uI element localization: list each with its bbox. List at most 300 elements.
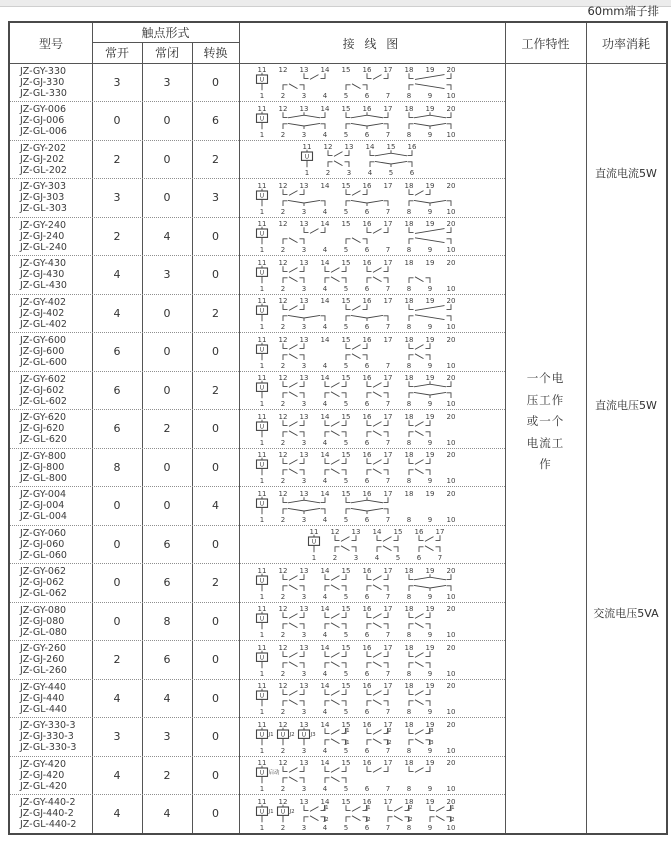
changeover-count: 0 [212, 422, 219, 436]
terminal-number-top: 15 [341, 566, 351, 575]
terminal-number-bottom: 2 [280, 438, 286, 447]
terminal-number-top: 18 [404, 219, 414, 228]
normally-open-count: 4 [113, 268, 121, 282]
coil-type-letter: U [259, 461, 265, 469]
coil-type-letter: U [259, 268, 265, 276]
terminal-number-bottom: 5 [343, 322, 349, 331]
top-contact [367, 689, 388, 695]
terminal-number-bottom: 4 [322, 746, 328, 755]
model-name: JZ-GJ-420 [20, 769, 65, 781]
coil-type-letter: U [259, 422, 265, 430]
normally-open-count: 2 [113, 152, 121, 166]
terminal-number-bottom: 3 [301, 245, 307, 254]
bottom-contact [283, 469, 304, 475]
terminal-number-top: 14 [320, 65, 330, 74]
terminal-number-bottom: 4 [322, 630, 328, 639]
bottom-changeover-contact [283, 200, 325, 206]
terminal-number-top: 11 [302, 142, 312, 151]
model-name: JZ-GL-602 [20, 395, 67, 407]
model-name: JZ-GL-800 [20, 472, 67, 484]
terminal-number-top: 18 [404, 450, 414, 459]
terminal-number-top: 20 [446, 681, 456, 690]
terminal-number-top: 15 [341, 219, 351, 228]
terminal-number-top: 14 [320, 296, 330, 305]
wiring-diagram [239, 179, 505, 218]
coil-symbol [257, 381, 268, 398]
terminal-number-bottom: 1 [259, 438, 265, 447]
terminal-number-bottom: 6 [409, 168, 415, 177]
model-name: JZ-GJ-330 [20, 76, 65, 88]
header-working-characteristic: 工作特性 [521, 36, 570, 51]
top-contact [328, 150, 349, 156]
bottom-changeover-contact [283, 508, 325, 514]
normally-closed-count: 6 [163, 653, 171, 667]
terminal-number-bottom: 6 [364, 707, 370, 716]
terminal-number-bottom: 4 [322, 476, 328, 485]
terminal-number-top: 15 [341, 489, 351, 498]
model-cell [10, 102, 92, 141]
terminal-number-bottom: 1 [259, 399, 265, 408]
terminal-number-top: 13 [299, 643, 309, 652]
terminal-number-top: 19 [425, 219, 435, 228]
terminal-number-top: 12 [278, 720, 288, 729]
terminal-number-top: 14 [320, 335, 330, 344]
coil-symbol [257, 304, 268, 321]
terminal-number-bottom: 9 [427, 322, 433, 331]
terminal-number-top: 17 [383, 720, 393, 729]
terminal-number-top: 19 [425, 758, 435, 767]
changeover-count: 3 [212, 191, 219, 205]
terminal-number-top: 12 [278, 797, 288, 806]
terminal-number-bottom: 4 [322, 399, 328, 408]
terminal-number-top: 19 [425, 65, 435, 74]
terminal-number-top: 17 [383, 296, 393, 305]
coil-type-letter: U [259, 384, 265, 392]
terminal-number-top: 13 [299, 450, 309, 459]
coil-symbol [257, 111, 268, 128]
terminal-number-top: 20 [446, 643, 456, 652]
model-name: JZ-GY-440 [20, 681, 67, 693]
terminal-number-bottom: 10 [446, 245, 456, 254]
terminal-number-bottom: 6 [364, 784, 370, 793]
terminal-number-bottom: 5 [343, 438, 349, 447]
top-contact [283, 381, 304, 387]
terminal-number-top: 12 [278, 566, 288, 575]
terminal-number-bottom: 3 [301, 746, 307, 755]
normally-closed-count: 4 [163, 229, 171, 243]
bottom-changeover-contact [409, 123, 451, 129]
wiring-diagram [239, 294, 505, 333]
bottom-contact [367, 392, 388, 398]
terminal-number-top: 17 [383, 104, 393, 113]
terminal-number-bottom: 10 [446, 207, 456, 216]
terminal-number-bottom: 7 [385, 784, 391, 793]
terminal-number-bottom: 3 [301, 438, 307, 447]
terminal-number-top: 19 [425, 604, 435, 613]
terminal-number-bottom: 4 [322, 592, 328, 601]
top-changeover-contact [283, 497, 325, 503]
model-name: JZ-GY-440-2 [20, 797, 76, 809]
terminal-number-bottom: 6 [364, 130, 370, 139]
terminal-number-bottom: 2 [280, 284, 286, 293]
coil-label: J2 [289, 808, 295, 815]
terminal-number-bottom: 5 [343, 707, 349, 716]
model-cell [10, 179, 92, 218]
terminal-number-top: 15 [341, 720, 351, 729]
coil-symbol [257, 419, 268, 436]
terminal-number-bottom: 3 [301, 669, 307, 678]
terminal-number-top: 11 [309, 527, 319, 536]
terminal-number-top: 14 [320, 450, 330, 459]
top-changeover-contact [283, 112, 325, 118]
terminal-number-top: 17 [383, 181, 393, 190]
terminal-number-top: 17 [383, 65, 393, 74]
terminal-number-bottom: 6 [364, 630, 370, 639]
terminal-number-bottom: 7 [385, 476, 391, 485]
terminal-number-bottom: 9 [427, 515, 433, 524]
terminal-number-bottom: 1 [259, 476, 265, 485]
bottom-contact [325, 469, 346, 475]
model-cell [10, 564, 92, 603]
terminal-number-bottom: 5 [343, 515, 349, 524]
terminal-number-top: 17 [383, 258, 393, 267]
terminal-number-top: 17 [383, 604, 393, 613]
terminal-number-bottom: 1 [259, 592, 265, 601]
terminal-number-bottom: 9 [427, 784, 433, 793]
model-cell [10, 256, 92, 295]
terminal-number-top: 15 [386, 142, 396, 151]
wiring-diagram [239, 795, 505, 834]
bottom-changeover-contact [370, 161, 412, 167]
header-normally-open: 常开 [104, 46, 129, 60]
wiring-diagram [239, 641, 505, 680]
terminal-number-bottom: 3 [301, 361, 307, 370]
terminal-number-bottom: 5 [343, 91, 349, 100]
terminal-number-bottom: 5 [343, 746, 349, 755]
terminal-number-top: 12 [278, 758, 288, 767]
top-contact [304, 805, 329, 811]
bottom-contact [409, 469, 430, 475]
coil-type-letter: U [259, 730, 265, 738]
terminal-number-top: 13 [299, 258, 309, 267]
terminal-number-bottom: 4 [367, 168, 373, 177]
coil-symbol [257, 689, 268, 706]
top-changeover-contact [346, 497, 388, 503]
terminal-number-top: 15 [341, 296, 351, 305]
top-changeover-contact [409, 112, 451, 118]
terminal-number-bottom: 1 [259, 746, 265, 755]
terminal-number-top: 20 [446, 258, 456, 267]
terminal-number-top: 20 [446, 181, 456, 190]
bottom-contact [283, 276, 304, 282]
terminal-number-top: 14 [320, 219, 330, 228]
terminal-number-top: 14 [320, 412, 330, 421]
model-name: JZ-GY-420 [20, 758, 67, 770]
terminal-number-top: 18 [404, 104, 414, 113]
normally-closed-count: 8 [163, 614, 171, 628]
changeover-count: 2 [212, 152, 219, 166]
model-name: JZ-GY-202 [20, 142, 67, 154]
normally-closed-count: 0 [163, 499, 171, 513]
terminal-number-bottom: 2 [280, 322, 286, 331]
terminal-number-top: 17 [435, 527, 445, 536]
top-contact [367, 73, 388, 79]
model-name: JZ-GY-080 [20, 604, 67, 616]
terminal-number-bottom: 6 [364, 322, 370, 331]
terminal-number-bottom: 6 [364, 476, 370, 485]
terminal-number-top: 19 [425, 335, 435, 344]
working-characteristic-line: 或一个 [526, 414, 565, 428]
terminal-number-bottom: 3 [301, 399, 307, 408]
terminal-number-top: 20 [446, 797, 456, 806]
top-contact [409, 227, 451, 233]
terminal-number-bottom: 6 [416, 553, 422, 562]
top-contact [283, 612, 304, 618]
normally-open-count: 0 [113, 576, 121, 590]
terminal-number-top: 11 [257, 604, 267, 613]
terminal-number-top: 16 [362, 296, 372, 305]
terminal-number-bottom: 3 [301, 630, 307, 639]
working-characteristic-cell [505, 23, 586, 833]
top-contact [367, 612, 388, 618]
top-contact [367, 266, 388, 272]
terminal-number-bottom: 6 [364, 91, 370, 100]
top-contact [283, 574, 304, 580]
terminal-number-bottom: 4 [322, 245, 328, 254]
terminal-number-top: 13 [299, 720, 309, 729]
terminal-number-bottom: 3 [301, 476, 307, 485]
coil-label: J1 [268, 808, 274, 815]
top-contact [409, 304, 451, 310]
model-name: JZ-GL-330 [20, 87, 67, 99]
normally-open-count: 0 [113, 499, 121, 513]
top-contact [283, 189, 304, 195]
model-name: JZ-GL-420 [20, 780, 67, 792]
terminal-number-top: 11 [257, 104, 267, 113]
normally-open-count: 6 [113, 345, 121, 359]
terminal-number-top: 13 [299, 104, 309, 113]
coil-symbol [257, 727, 274, 744]
coil-type-letter: U [259, 769, 265, 777]
bottom-contact [419, 546, 440, 552]
model-name: JZ-GJ-202 [20, 153, 65, 165]
terminal-number-top: 17 [383, 797, 393, 806]
bottom-contact [283, 584, 304, 590]
top-contact [325, 651, 346, 657]
terminal-number-bottom: 6 [364, 399, 370, 408]
terminal-number-bottom: 10 [446, 361, 456, 370]
terminal-number-bottom: 5 [343, 784, 349, 793]
terminal-number-bottom: 5 [343, 476, 349, 485]
coil-symbol [257, 612, 268, 629]
normally-open-count: 3 [113, 191, 121, 205]
terminal-number-bottom: 8 [406, 669, 412, 678]
terminal-number-top: 18 [404, 65, 414, 74]
normally-closed-count: 3 [163, 75, 171, 89]
model-name: JZ-GL-402 [20, 318, 67, 330]
terminal-number-top: 20 [446, 296, 456, 305]
terminal-number-top: 15 [341, 450, 351, 459]
terminal-number-top: 20 [446, 65, 456, 74]
bottom-changeover-contact [346, 200, 388, 206]
terminal-number-top: 19 [425, 412, 435, 421]
top-contact [325, 728, 350, 734]
coil-type-letter: U [259, 807, 265, 815]
terminal-number-bottom: 4 [374, 553, 380, 562]
terminal-number-top: 11 [257, 489, 267, 498]
normally-closed-count: 0 [163, 383, 171, 397]
contact-coil-label: J1 [365, 804, 371, 811]
model-name: JZ-GJ-440 [20, 692, 65, 704]
bottom-changeover-contact [346, 123, 388, 129]
terminal-number-bottom: 1 [259, 361, 265, 370]
bottom-contact [367, 584, 388, 590]
terminal-number-bottom: 8 [406, 399, 412, 408]
contact-coil-label: J3 [428, 739, 434, 746]
bottom-contact [367, 623, 388, 629]
normally-closed-count: 0 [163, 191, 171, 205]
terminal-number-bottom: 4 [322, 284, 328, 293]
terminal-number-bottom: 7 [385, 361, 391, 370]
model-name: JZ-GL-260 [20, 665, 67, 677]
bottom-contact [409, 700, 430, 706]
terminal-number-top: 20 [446, 450, 456, 459]
changeover-count: 6 [212, 114, 219, 128]
model-name: JZ-GL-620 [20, 434, 67, 446]
coil-type-letter: U [301, 730, 307, 738]
model-name: JZ-GY-800 [20, 450, 67, 462]
terminal-number-top: 20 [446, 489, 456, 498]
coil-label: 启动 [268, 770, 280, 777]
model-name: JZ-GY-330-3 [20, 720, 76, 732]
terminal-number-top: 16 [362, 643, 372, 652]
terminal-number-bottom: 9 [427, 823, 433, 832]
changeover-count: 2 [212, 306, 219, 320]
terminal-number-bottom: 2 [280, 707, 286, 716]
terminal-number-bottom: 2 [280, 515, 286, 524]
terminal-number-bottom: 2 [325, 168, 331, 177]
model-name: JZ-GL-600 [20, 357, 67, 369]
terminal-number-bottom: 4 [322, 784, 328, 793]
terminal-number-bottom: 7 [385, 91, 391, 100]
terminal-number-top: 16 [362, 373, 372, 382]
bottom-contact [346, 238, 367, 244]
contact-coil-label: J1 [323, 804, 329, 811]
terminal-number-bottom: 10 [446, 746, 456, 755]
terminal-number-top: 16 [362, 720, 372, 729]
terminal-number-top: 19 [425, 296, 435, 305]
terminal-number-bottom: 7 [385, 130, 391, 139]
model-name: JZ-GL-080 [20, 626, 67, 638]
bottom-contact [325, 777, 346, 783]
terminal-number-top: 13 [299, 412, 309, 421]
coil-type-letter: U [259, 499, 265, 507]
terminal-number-bottom: 8 [406, 746, 412, 755]
coil-type-letter: U [280, 730, 286, 738]
terminal-number-bottom: 4 [322, 130, 328, 139]
terminal-number-bottom: 10 [446, 284, 456, 293]
working-characteristic-text [505, 368, 586, 476]
bottom-contact [328, 161, 349, 167]
top-contact [388, 805, 413, 811]
terminal-number-top: 18 [404, 335, 414, 344]
coil-symbol [257, 73, 268, 90]
wiring-diagram [239, 756, 505, 795]
terminal-number-top: 13 [299, 566, 309, 575]
terminal-number-bottom: 7 [385, 438, 391, 447]
normally-open-count: 0 [113, 537, 121, 551]
normally-open-count: 2 [113, 229, 121, 243]
normally-closed-count: 3 [163, 730, 171, 744]
terminal-number-bottom: 7 [437, 553, 443, 562]
changeover-count: 0 [212, 75, 219, 89]
top-contact [409, 689, 430, 695]
terminal-number-bottom: 8 [406, 361, 412, 370]
coil-type-letter: U [259, 345, 265, 353]
bottom-contact [283, 392, 304, 398]
terminal-number-bottom: 8 [406, 322, 412, 331]
terminal-number-top: 12 [278, 604, 288, 613]
bottom-contact [409, 238, 451, 244]
wiring-diagram [239, 63, 505, 102]
model-name: JZ-GJ-430 [20, 269, 65, 281]
terminal-number-bottom: 8 [406, 707, 412, 716]
terminal-number-top: 15 [341, 181, 351, 190]
terminal-number-top: 14 [320, 720, 330, 729]
terminal-number-top: 11 [257, 181, 267, 190]
wiring-diagram [239, 448, 505, 487]
terminal-number-bottom: 9 [427, 245, 433, 254]
coil-symbol [257, 188, 268, 205]
top-contact [325, 689, 346, 695]
terminal-number-bottom: 5 [343, 630, 349, 639]
terminal-number-bottom: 2 [280, 130, 286, 139]
terminal-number-bottom: 8 [406, 823, 412, 832]
terminal-number-top: 18 [404, 604, 414, 613]
bottom-changeover-contact [409, 200, 451, 206]
terminal-number-bottom: 4 [322, 515, 328, 524]
bottom-contact [377, 546, 398, 552]
bottom-contact [409, 430, 430, 436]
terminal-number-top: 16 [362, 258, 372, 267]
terminal-number-bottom: 6 [364, 245, 370, 254]
terminal-number-top: 16 [362, 758, 372, 767]
bottom-contact [283, 430, 304, 436]
terminal-number-top: 11 [257, 412, 267, 421]
terminal-number-top: 16 [362, 412, 372, 421]
terminal-number-top: 12 [278, 450, 288, 459]
terminal-number-bottom: 1 [259, 245, 265, 254]
terminal-number-bottom: 7 [385, 322, 391, 331]
model-cell [10, 602, 92, 641]
model-name: JZ-GJ-004 [20, 500, 65, 512]
normally-closed-count: 2 [163, 422, 171, 436]
terminal-number-top: 13 [299, 489, 309, 498]
terminal-number-bottom: 5 [343, 592, 349, 601]
terminal-number-bottom: 4 [322, 207, 328, 216]
terminal-number-top: 19 [425, 681, 435, 690]
terminal-number-top: 20 [446, 720, 456, 729]
power-consumption-label: 直流电流5W [595, 167, 657, 180]
terminal-number-bottom: 9 [427, 669, 433, 678]
terminal-number-top: 15 [341, 643, 351, 652]
top-contact [325, 266, 346, 272]
terminal-number-top: 20 [446, 335, 456, 344]
terminal-number-top: 12 [278, 681, 288, 690]
model-name: JZ-GJ-600 [20, 346, 65, 358]
model-name: JZ-GY-402 [20, 296, 67, 308]
top-contact [283, 458, 304, 464]
